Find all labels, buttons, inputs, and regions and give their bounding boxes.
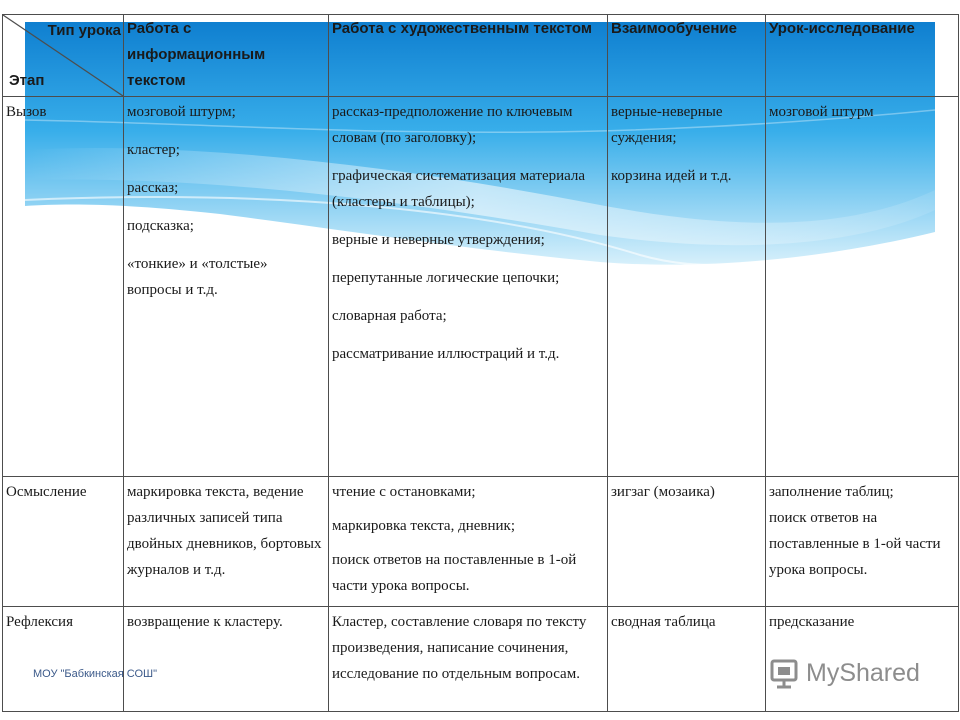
column-header: Урок-исследование [766, 15, 959, 97]
cell-item: маркировка текста, дневник; [332, 518, 516, 534]
cell-item: предсказание [769, 614, 855, 630]
table-row [3, 97, 959, 477]
table-header-row [3, 15, 959, 97]
cell-item: мозговой штурм [769, 104, 874, 120]
myshared-text: MyShared [806, 658, 920, 687]
cell-item: верные и неверные утверждения; [332, 232, 545, 248]
cell-item: словарная работа; [332, 308, 447, 324]
cell-item: «тонкие» и «толстые» вопросы и т.д. [127, 256, 268, 298]
cell-item: рассказ; [127, 180, 179, 196]
table-cell [329, 607, 608, 712]
myshared-watermark[interactable] [768, 656, 920, 690]
table-cell [124, 477, 329, 607]
myshared-logo-icon [768, 656, 802, 690]
cell-item: сводная таблица [611, 614, 716, 630]
table-cell [608, 477, 766, 607]
cell-item: возвращение к кластеру. [127, 614, 283, 630]
column-header: Работа с информационным текстом [124, 15, 329, 97]
cell-item: перепутанные логические цепочки; [332, 270, 560, 286]
lesson-types-table [2, 14, 959, 712]
cell-item: графическая систематизация материала (кластеры и таблицы); [332, 168, 586, 210]
cell-item: зигзаг (мозаика) [611, 484, 715, 500]
cell-item: поиск ответов на поставленные в 1-ой части урока вопросы. [332, 552, 577, 594]
table-cell [329, 97, 608, 477]
stage-cell: Вызов [3, 97, 124, 477]
cell-item: мозговой штурм; [127, 104, 236, 120]
cell-item: кластер; [127, 142, 180, 158]
table-cell [766, 477, 959, 607]
school-footer: МОУ "Бабкинская СОШ" [33, 668, 158, 680]
cell-item: чтение с остановками; [332, 484, 476, 500]
column-header: Взаимообучение [608, 15, 766, 97]
cell-item: заполнение таблиц; [769, 484, 894, 500]
corner-bottom-label: Этап [9, 72, 45, 89]
table-cell [329, 477, 608, 607]
cell-item: рассматривание иллюстраций и т.д. [332, 346, 560, 362]
cell-item: верные-неверные суждения; [611, 104, 723, 146]
table-cell [608, 97, 766, 477]
table-cell [124, 97, 329, 477]
cell-item: поиск ответов на поставленные в 1-ой части урока вопросы. [769, 510, 941, 578]
cell-item: подсказка; [127, 218, 194, 234]
cell-item: рассказ-предположение по ключевым словам (по заголовку); [332, 104, 573, 146]
corner-top-label: Тип урока [47, 22, 121, 39]
cell-item: Кластер, составление словаря по тексту произведения, написание сочинения, исследование по отдельным вопросам. [332, 614, 587, 682]
stage-cell: Рефлексия [3, 607, 124, 712]
corner-header-cell [3, 15, 124, 97]
stage-cell: Осмысление [3, 477, 124, 607]
column-header: Работа с художественным текстом [329, 15, 608, 97]
cell-item: маркировка текста, ведение различных записей типа двойных дневников, бортовых журналов и т.д. [127, 484, 322, 578]
table-cell [124, 607, 329, 712]
table-cell [766, 97, 959, 477]
cell-item: корзина идей и т.д. [611, 168, 732, 184]
table-row [3, 477, 959, 607]
table-cell [608, 607, 766, 712]
